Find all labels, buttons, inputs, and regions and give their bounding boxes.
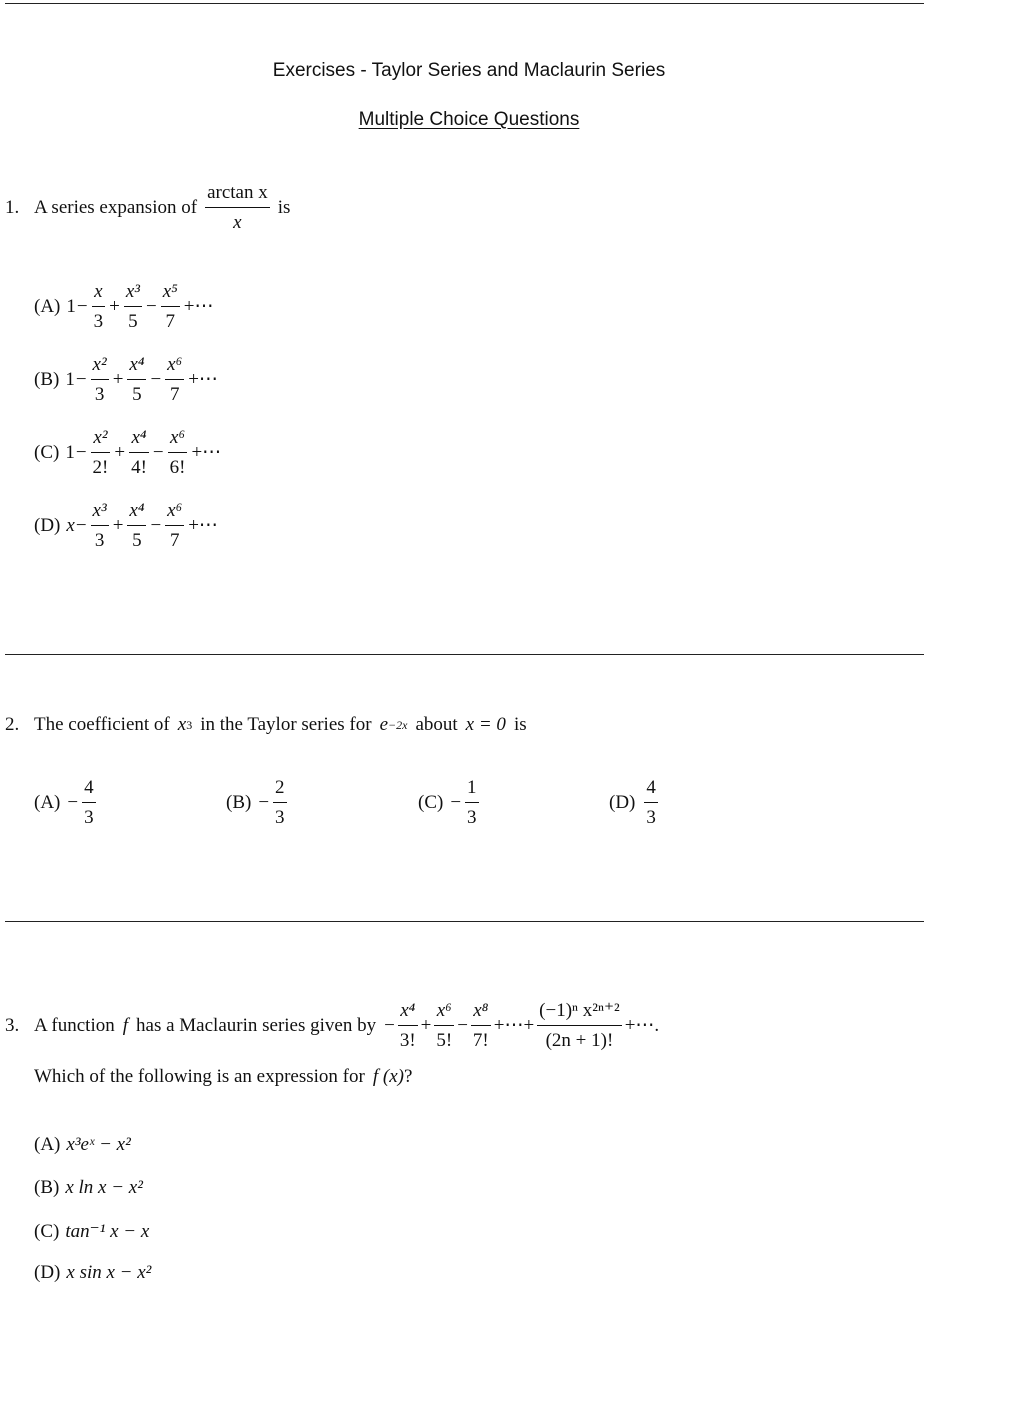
option-lead-term: 1 (66, 295, 76, 317)
option-expression: x sin x − x² (66, 1262, 152, 1283)
fraction-denominator: 5 (124, 306, 142, 331)
question-text-d: is (513, 714, 527, 735)
general-term-numerator: (−1)ⁿ x²ⁿ⁺² (539, 1000, 620, 1021)
option-fraction (91, 428, 111, 477)
option-label: (B) (34, 1177, 60, 1198)
operator: − (75, 514, 87, 536)
operator: + (112, 368, 124, 390)
operator: − (152, 441, 164, 463)
term-2-numerator: x⁶ (436, 1000, 452, 1021)
fraction-denominator: 5 (127, 525, 146, 550)
fraction-numerator: x³ (125, 281, 140, 302)
option-label: (A) (34, 1134, 61, 1155)
function-name: f (122, 1014, 129, 1036)
q3-option-c[interactable] (34, 1220, 149, 1243)
fraction-denominator: 3 (273, 802, 287, 827)
option-label: (D) (34, 1262, 61, 1283)
series-term-3 (471, 1001, 491, 1050)
question-text-c: about (415, 714, 458, 735)
term-2-denominator: 5! (434, 1025, 454, 1050)
series-term-2 (434, 1001, 454, 1050)
q2-option-d[interactable] (609, 778, 661, 827)
q1-option-c[interactable] (34, 428, 222, 477)
option-fraction (129, 428, 149, 477)
series-tail: +⋯ (183, 296, 214, 317)
question-3-line-2 (34, 1066, 412, 1088)
option-expression: tan⁻¹ x − x (65, 1221, 150, 1242)
question-text-end: is (277, 196, 291, 218)
fraction-denominator: 3 (91, 379, 109, 404)
function-base: e (379, 714, 389, 735)
fraction-numerator: x² (92, 354, 107, 375)
option-label: (A) (34, 791, 61, 813)
option-fraction (273, 778, 287, 827)
fraction-denominator: 7 (165, 525, 184, 550)
fraction-denominator: 6! (168, 452, 188, 477)
q3-option-d[interactable] (34, 1262, 151, 1284)
operator: − (145, 295, 157, 317)
fraction-numerator: x (94, 281, 103, 302)
option-fraction (165, 355, 184, 404)
term-3-denominator: 7! (471, 1025, 491, 1050)
operator: − (75, 441, 87, 463)
option-fraction (465, 778, 479, 827)
operator: + (112, 514, 124, 536)
fraction-numerator: 1 (467, 777, 477, 798)
fraction-denominator: 3 (465, 802, 479, 827)
page-title: Exercises - Taylor Series and Maclaurin Series (272, 60, 666, 81)
sign: − (67, 791, 79, 813)
fraction-numerator: x² (93, 427, 108, 448)
q1-option-b[interactable] (34, 355, 219, 404)
option-fraction (124, 282, 142, 331)
fraction-numerator: x³ (92, 500, 107, 521)
fraction-denominator: x (205, 207, 270, 232)
fraction-denominator: 3 (644, 802, 658, 827)
function-expression: f (x) (372, 1066, 404, 1087)
fraction-denominator: 2! (91, 452, 111, 477)
option-fraction (165, 501, 184, 550)
question-text: The coefficient of (34, 714, 170, 735)
question-number: 2. (5, 714, 20, 735)
fraction-numerator: 2 (275, 777, 285, 798)
operator: − (76, 295, 88, 317)
fraction-denominator: 3 (92, 306, 106, 331)
operator: − (75, 368, 87, 390)
fraction-numerator: x⁴ (131, 427, 147, 448)
option-fraction (161, 282, 180, 331)
fraction-denominator: 3 (91, 525, 109, 550)
operator: − (150, 514, 162, 536)
fraction-denominator: 4! (129, 452, 149, 477)
question-number: 3. (5, 1014, 20, 1036)
option-fraction (127, 501, 146, 550)
question-3: 3. A function f has a Maclaurin series given by − $\frac{\text{x⁴}}{3!}$ + $\frac{\text{x⁶}}{5!}$ − $\frac{\text{x⁸}}{7!}$ +⋯+ $\frac{\text{(−1)ⁿ x²ⁿ⁺²}}{(2n + 1)!}$ +⋯. (5, 1000, 660, 1051)
option-label: (D) (609, 791, 636, 813)
option-expression: x ln x − x² (65, 1177, 143, 1198)
option-lead-term: 1 (65, 368, 75, 390)
sign: − (258, 791, 270, 813)
option-lead-term: 1 (65, 441, 75, 463)
term-base: x (177, 714, 187, 735)
fraction-denominator: 7 (165, 379, 184, 404)
option-label: (C) (418, 791, 444, 813)
series-general-term (537, 1001, 622, 1050)
fraction-numerator: x⁶ (167, 354, 183, 375)
option-label: (C) (34, 441, 60, 463)
separator-1 (5, 654, 924, 655)
option-lead-term: x (66, 514, 75, 536)
q2-option-b[interactable] (226, 778, 290, 827)
option-expression: x³eˣ − x² (66, 1134, 131, 1155)
series-term-1 (398, 1001, 418, 1050)
page-subtitle (0, 109, 938, 131)
sign: − (450, 791, 462, 813)
term-3-numerator: x⁸ (473, 1000, 489, 1021)
fraction-numerator: x⁶ (170, 427, 186, 448)
general-term-denominator: (2n + 1)! (537, 1025, 622, 1050)
fraction-numerator: x⁵ (162, 281, 178, 302)
question-fraction (205, 183, 270, 232)
q1-option-a[interactable] (34, 282, 214, 331)
term-1-denominator: 3! (398, 1025, 418, 1050)
option-fraction (127, 355, 146, 404)
option-label: (B) (34, 368, 60, 390)
operator: + (114, 441, 126, 463)
fraction-numerator: 4 (84, 777, 94, 798)
question-text-b: in the Taylor series for (200, 714, 372, 735)
q3-option-a[interactable] (34, 1134, 131, 1156)
q3-option-b[interactable] (34, 1177, 143, 1199)
option-fraction (91, 355, 109, 404)
series-tail: +⋯ (188, 369, 218, 390)
separator-2 (5, 921, 924, 922)
q1-option-d[interactable] (34, 501, 219, 550)
fraction-denominator: 3 (82, 802, 96, 827)
expansion-point: x = 0 (465, 714, 506, 735)
term-1-numerator: x⁴ (400, 1000, 416, 1021)
fraction-numerator: x⁴ (129, 354, 145, 375)
question-text-b: has a Maclaurin series given by (136, 1014, 377, 1036)
option-label: (C) (34, 1220, 60, 1242)
question-1 (5, 183, 290, 232)
question-text-line-2: Which of the following is an expression for (34, 1066, 365, 1087)
fraction-numerator: arctan x (207, 182, 268, 203)
option-label: (B) (226, 791, 252, 813)
question-number: 1. (5, 196, 20, 218)
top-rule (5, 3, 924, 4)
option-fraction (92, 282, 106, 331)
series-tail: +⋯ (191, 442, 222, 463)
fraction-numerator: x⁶ (167, 500, 183, 521)
option-fraction (168, 428, 188, 477)
series-tail: +⋯ (188, 515, 218, 536)
fraction-numerator: 4 (646, 777, 656, 798)
fraction-denominator: 7 (161, 306, 180, 331)
question-mark: ? (403, 1066, 413, 1087)
question-text: A series expansion of (34, 196, 198, 218)
fraction-numerator: x⁴ (129, 500, 145, 521)
fraction-denominator: 5 (127, 379, 146, 404)
q2-option-a[interactable] (34, 778, 99, 827)
option-label: (A) (34, 295, 61, 317)
operator: − (150, 368, 162, 390)
q2-option-c[interactable] (418, 778, 482, 827)
option-fraction (91, 501, 109, 550)
option-fraction (644, 778, 658, 827)
question-text: A function (34, 1014, 115, 1036)
question-2: 2. The coefficient of x 3 in the Taylor series for e −2x about x = 0 is (5, 714, 527, 735)
option-label: (D) (34, 514, 61, 536)
option-fraction (82, 778, 96, 827)
operator: + (109, 295, 120, 317)
subtitle-text: Multiple Choice Questions (358, 109, 580, 130)
